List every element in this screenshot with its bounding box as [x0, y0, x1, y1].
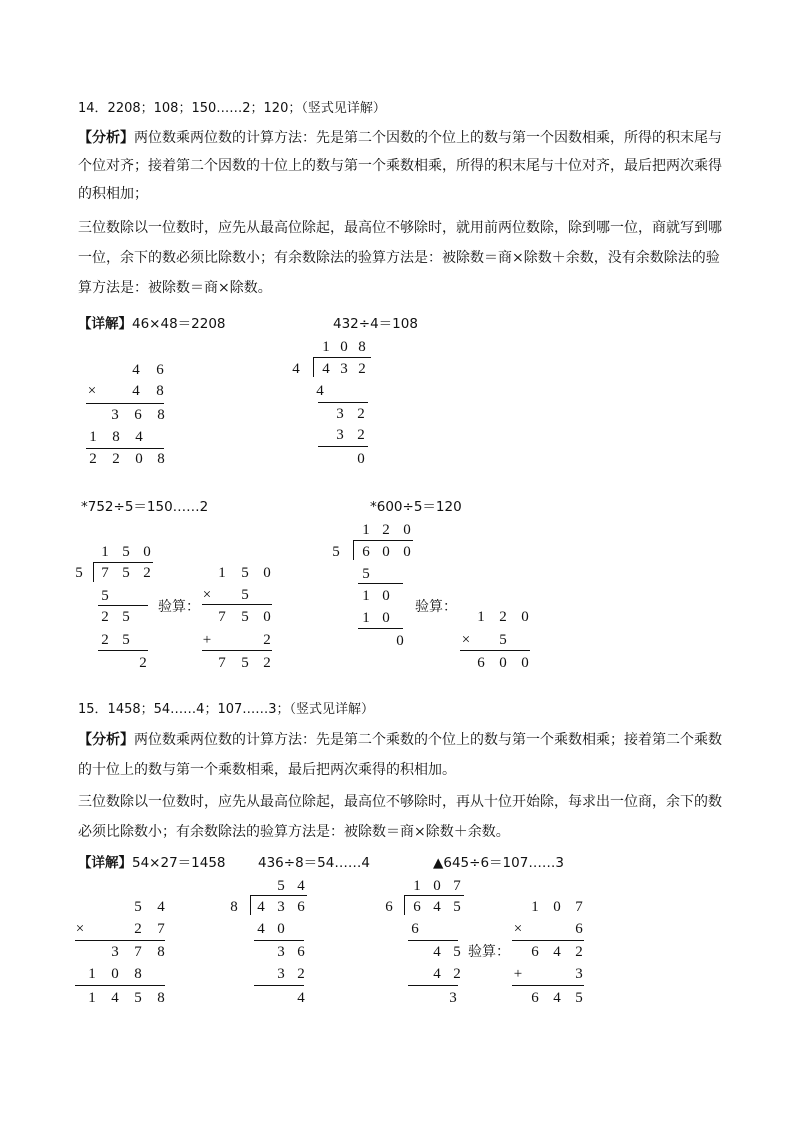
q15-detail-eq2: 436÷8＝54……4	[258, 855, 370, 871]
calc-digit: 8	[230, 899, 238, 915]
calc-digit: 6	[156, 362, 164, 378]
calc-digit: 0	[433, 878, 441, 894]
calc-digit: 0	[357, 451, 365, 467]
calc-digit: 1	[413, 878, 421, 894]
calc-digit: 3	[111, 944, 119, 960]
calc-digit: 3	[277, 966, 285, 982]
detail-tag: 【详解】	[78, 855, 132, 871]
calc-digit: 1	[89, 429, 97, 445]
calc-digit: 1	[322, 339, 330, 355]
calc-digit: 2	[382, 522, 390, 538]
calc-digit: 2	[139, 655, 147, 671]
calc-digit: ×	[87, 383, 97, 399]
calc-digit: 8	[112, 429, 120, 445]
calc-rule-line	[202, 604, 272, 605]
calc-digit: 8	[157, 451, 165, 467]
calc-rule-line	[98, 605, 148, 606]
calc-digit: 4	[132, 383, 140, 399]
calc-digit: 2	[263, 632, 271, 648]
calc-digit: 2	[357, 427, 365, 443]
calc-rule-line	[408, 940, 458, 941]
calc-digit: 5	[122, 609, 130, 625]
calc-digit: 5	[453, 944, 461, 960]
q15-heading: 15．1458；54……4；107……3；（竖式见详解）	[78, 702, 375, 717]
calc-digit: 8	[156, 383, 164, 399]
calc-digit: 5	[362, 566, 370, 582]
calc-digit: 4	[433, 944, 441, 960]
calc-rule-line	[86, 403, 164, 404]
calc-digit: 4	[433, 899, 441, 915]
calc-digit: 1	[531, 899, 539, 915]
calc-digit: 1	[362, 522, 370, 538]
check-label: 验算：	[158, 599, 200, 615]
calc-digit: 0	[340, 339, 348, 355]
calc-digit: 3	[111, 407, 119, 423]
calc-digit: 4	[297, 990, 305, 1006]
calc-digit: 2	[453, 966, 461, 982]
q15-detail-eq1: 【详解】54×27＝1458	[78, 855, 226, 871]
calc-digit: 8	[157, 990, 165, 1006]
calc-digit: 0	[521, 655, 529, 671]
calc-digit: 3	[340, 361, 348, 377]
q15-analysis-line-3: 三位数除以一位数时，应先从最高位除起，最高位不够除时，再从十位开始除，每求出一位商，余下的数	[78, 794, 722, 810]
q14-detail-eq1: 【详解】46×48＝2208	[78, 316, 226, 332]
calc-digit: 6	[134, 407, 142, 423]
calc-rule-line	[254, 940, 304, 941]
calc-digit: 7	[218, 609, 226, 625]
calc-digit: 5	[277, 878, 285, 894]
calc-rule-line	[358, 583, 403, 584]
q14-analysis-line-2: 个位对齐；接着第二个因数的十位上的数与第一个乘数相乘，所得的积末尾与十位对齐，最后把两次乘得	[78, 158, 722, 174]
calc-digit: 4	[433, 966, 441, 982]
division-bracket	[313, 357, 314, 377]
calc-digit: 0	[382, 588, 390, 604]
calc-digit: 6	[575, 921, 583, 937]
q14-detail-eq2: 432÷4＝108	[333, 316, 418, 332]
check-label: 验算：	[415, 599, 457, 615]
calc-rule-line	[358, 628, 403, 629]
q15-analysis-line-4: 必须比除数小；有余数除法的验算方法是：被除数＝商×除数＋余数。	[78, 824, 510, 840]
division-bracket	[404, 895, 405, 915]
calc-digit: 3	[336, 427, 344, 443]
division-bracket	[353, 540, 354, 560]
calc-digit: 5	[499, 632, 507, 648]
q14-eq3: *752÷5＝150……2	[81, 499, 209, 515]
calc-digit: 0	[263, 565, 271, 581]
calc-digit: 1	[362, 610, 370, 626]
calc-digit: 3	[449, 990, 457, 1006]
calc-digit: 2	[134, 921, 142, 937]
calc-digit: 6	[531, 944, 539, 960]
calc-digit: 7	[218, 655, 226, 671]
calc-digit: ×	[202, 587, 212, 603]
check-label: 验算：	[468, 944, 510, 960]
calc-digit: 0	[135, 451, 143, 467]
calc-digit: 1	[362, 588, 370, 604]
calc-digit: 5	[75, 565, 83, 581]
calc-digit: 4	[322, 361, 330, 377]
division-bracket	[93, 562, 94, 582]
calc-digit: 5	[134, 990, 142, 1006]
calc-digit: 4	[135, 429, 143, 445]
calc-digit: 8	[358, 339, 366, 355]
calc-digit: 0	[403, 544, 411, 560]
calc-rule-line	[404, 895, 464, 896]
calc-digit: 3	[575, 966, 583, 982]
calc-digit: 2	[89, 451, 97, 467]
calc-digit: 3	[277, 944, 285, 960]
calc-rule-line	[460, 650, 530, 651]
calc-digit: +	[202, 632, 212, 648]
calc-digit: ×	[513, 921, 523, 937]
calc-digit: 6	[411, 921, 419, 937]
calc-digit: 4	[316, 383, 324, 399]
calc-digit: 0	[403, 522, 411, 538]
calc-digit: 4	[111, 990, 119, 1006]
calc-digit: 0	[382, 544, 390, 560]
calc-digit: 6	[297, 944, 305, 960]
calc-digit: 5	[575, 990, 583, 1006]
calc-digit: 0	[277, 921, 285, 937]
calc-digit: 3	[336, 406, 344, 422]
calc-rule-line	[408, 985, 458, 986]
calc-digit: 1	[101, 544, 109, 560]
calc-digit: 7	[101, 565, 109, 581]
q14-analysis-line-4: 三位数除以一位数时，应先从最高位除起，最高位不够除时，就用前两位数除，除到哪一位，商就写到哪	[78, 220, 722, 236]
calc-digit: 5	[241, 565, 249, 581]
calc-digit: 2	[357, 406, 365, 422]
calc-rule-line	[313, 357, 371, 358]
calc-rule-line	[512, 985, 584, 986]
calc-digit: 1	[218, 565, 226, 581]
calc-digit: 5	[241, 655, 249, 671]
calc-digit: 6	[362, 544, 370, 560]
q14-analysis-line-1: 【分析】两位数乘两位数的计算方法：先是第二个因数的个位上的数与第一个因数相乘，所得的积末尾与	[78, 130, 722, 146]
calc-digit: 0	[111, 966, 119, 982]
calc-digit: 5	[241, 609, 249, 625]
calc-digit: 1	[88, 966, 96, 982]
calc-digit: 1	[88, 990, 96, 1006]
calc-digit: 5	[134, 899, 142, 915]
calc-digit: 4	[292, 361, 300, 377]
calc-digit: 4	[257, 921, 265, 937]
calc-digit: 4	[553, 944, 561, 960]
calc-digit: 1	[477, 609, 485, 625]
calc-digit: 6	[477, 655, 485, 671]
calc-digit: 2	[101, 609, 109, 625]
calc-digit: 0	[143, 544, 151, 560]
calc-rule-line	[75, 940, 165, 941]
analysis-tag: 【分析】	[78, 732, 134, 748]
calc-digit: 4	[297, 878, 305, 894]
q14-analysis-line-3: 的积相加；	[78, 186, 148, 202]
q15-detail-eq3: ▲645÷6＝107……3	[433, 855, 564, 871]
calc-digit: 5	[122, 565, 130, 581]
calc-digit: 2	[297, 966, 305, 982]
calc-digit: 6	[385, 899, 393, 915]
calc-digit: 2	[499, 609, 507, 625]
calc-rule-line	[318, 402, 368, 403]
calc-digit: +	[513, 966, 523, 982]
calc-digit: 7	[453, 878, 461, 894]
calc-digit: 5	[332, 544, 340, 560]
calc-rule-line	[250, 895, 307, 896]
calc-digit: 6	[413, 899, 421, 915]
q14-analysis-line-6: 算方法是：被除数＝商×除数。	[78, 280, 272, 296]
calc-digit: 5	[453, 899, 461, 915]
calc-digit: 4	[257, 899, 265, 915]
calc-digit: ×	[461, 632, 471, 648]
calc-digit: 0	[382, 610, 390, 626]
calc-digit: 5	[122, 544, 130, 560]
calc-digit: 4	[132, 362, 140, 378]
calc-digit: 0	[263, 609, 271, 625]
q14-heading: 14．2208；108；150……2；120；（竖式见详解）	[78, 101, 386, 116]
division-bracket	[250, 895, 251, 915]
calc-digit: 7	[134, 944, 142, 960]
calc-digit: 2	[143, 565, 151, 581]
calc-digit: 2	[358, 361, 366, 377]
calc-rule-line	[254, 985, 304, 986]
calc-rule-line	[98, 650, 148, 651]
calc-digit: 2	[263, 655, 271, 671]
calc-digit: 2	[101, 632, 109, 648]
calc-digit: 8	[157, 407, 165, 423]
calc-digit: 5	[101, 588, 109, 604]
calc-digit: 5	[122, 632, 130, 648]
calc-digit: 8	[157, 944, 165, 960]
calc-digit: 7	[575, 899, 583, 915]
calc-digit: 4	[553, 990, 561, 1006]
calc-rule-line	[202, 650, 272, 651]
q14-eq4: *600÷5＝120	[370, 499, 462, 515]
calc-digit: 2	[575, 944, 583, 960]
analysis-tag: 【分析】	[78, 130, 134, 146]
calc-digit: 7	[157, 921, 165, 937]
calc-rule-line	[512, 940, 584, 941]
calc-digit: 0	[499, 655, 507, 671]
calc-digit: 0	[521, 609, 529, 625]
calc-digit: 6	[531, 990, 539, 1006]
calc-digit: ×	[75, 921, 85, 937]
calc-rule-line	[353, 540, 413, 541]
q15-analysis-line-1: 【分析】两位数乘两位数的计算方法：先是第二个乘数的个位上的数与第一个乘数相乘；接着第二个乘数	[78, 732, 722, 748]
calc-digit: 8	[134, 966, 142, 982]
calc-digit: 3	[277, 899, 285, 915]
calc-digit: 0	[553, 899, 561, 915]
detail-tag: 【详解】	[78, 316, 132, 332]
q15-analysis-line-2: 的十位上的数与第一个乘数相乘，最后把两次乘得的积相加。	[78, 762, 456, 778]
q14-analysis-line-5: 一位，余下的数必须比除数小；有余数除法的验算方法是：被除数＝商×除数＋余数，没有余数除法的验	[78, 250, 720, 266]
calc-digit: 2	[112, 451, 120, 467]
calc-digit: 6	[297, 899, 305, 915]
calc-rule-line	[75, 985, 165, 986]
calc-rule-line	[318, 446, 368, 447]
calc-digit: 0	[396, 633, 404, 649]
calc-digit: 5	[241, 587, 249, 603]
calc-digit: 4	[157, 899, 165, 915]
